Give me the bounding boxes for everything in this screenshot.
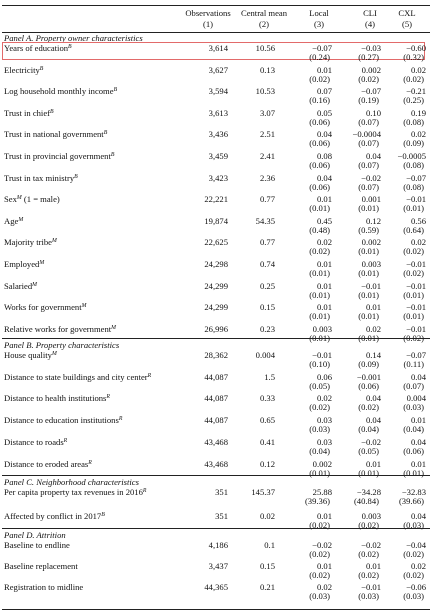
cell-local-se: (0.01): [309, 268, 330, 278]
header-observations: [176, 8, 240, 30]
cell-cli-se: (0.07): [358, 117, 379, 127]
cell-local-coef: 0.01: [316, 302, 332, 312]
cell-observations: 24,299: [204, 302, 228, 312]
row-label-source: B: [50, 109, 54, 115]
cell-cli-se: (0.01): [358, 311, 379, 321]
cell-local-se: (0.01): [309, 333, 330, 343]
cell-observations: 3,436: [208, 129, 228, 139]
row-label-source: B: [101, 512, 105, 518]
row-label-text: Registration to midline: [4, 582, 84, 592]
panel-title: Panel D. Attrition: [4, 530, 66, 540]
cell-cxl-coef: 0.02: [410, 129, 426, 139]
panel-title: Panel B. Property characteristics: [4, 340, 120, 350]
cell-cli-se: (0.03): [358, 591, 379, 601]
row-label-text: Works for government: [4, 302, 82, 312]
cell-local-coef: 0.01: [316, 561, 332, 571]
cell-cxl-se: (0.01): [403, 290, 424, 300]
row-label: [4, 86, 117, 98]
cell-cxl-se: (0.02): [403, 74, 424, 84]
cell-cxl-coef: −0.01: [406, 324, 426, 334]
cell-cxl-coef: −0.0005: [397, 151, 426, 161]
cell-cxl-coef: −0.06: [406, 582, 426, 592]
header-observations-name: Observations: [185, 8, 231, 18]
cell-cxl-se: (0.02): [403, 333, 424, 343]
cell-cli-coef: −0.02: [361, 540, 381, 550]
cell-local-coef: 25.88: [312, 487, 332, 497]
cell-cli-coef: 0.002: [361, 237, 381, 247]
cell-cli-coef: 0.01: [365, 561, 381, 571]
cell-cxl-se: (0.08): [403, 117, 424, 127]
cell-local-coef: 0.03: [316, 415, 332, 425]
cell-local-se: (0.48): [309, 225, 330, 235]
row-label-text: Sex: [4, 194, 17, 204]
row-label-source: M: [16, 195, 22, 201]
cell-local-coef: 0.06: [316, 372, 332, 382]
row-label-text: Distance to eroded areas: [4, 459, 89, 469]
cell-cli-coef: 0.14: [365, 350, 381, 360]
row-label: [4, 437, 67, 449]
cell-cxl-se: (0.09): [403, 138, 424, 148]
cell-cli-coef: −0.07: [361, 86, 381, 96]
cell-central-mean: 10.56: [255, 43, 275, 53]
row-label-source: R: [118, 416, 123, 422]
cell-cli-coef: −34.28: [356, 487, 381, 497]
cell-local-se: (0.02): [309, 549, 330, 559]
cell-cli-se: (0.01): [358, 268, 379, 278]
cell-central-mean: 0.77: [259, 194, 275, 204]
cell-local-coef: 0.07: [316, 86, 332, 96]
row-label-text: Affected by conflict in 2017: [4, 511, 102, 521]
row-label-source: B: [74, 174, 78, 180]
row-label: [4, 415, 122, 427]
cell-local-coef: 0.04: [316, 173, 332, 183]
cell-cli-se: (0.02): [358, 520, 379, 530]
row-label-source: M: [18, 217, 24, 223]
header-cxl-name: CXL: [398, 8, 416, 18]
cell-central-mean: 0.004: [255, 350, 275, 360]
cell-local-coef: 0.02: [316, 582, 332, 592]
row-label: [4, 237, 57, 249]
cell-cxl-coef: −0.04: [406, 540, 426, 550]
cell-central-mean: 0.13: [259, 65, 275, 75]
cell-cxl-se: (0.64): [403, 225, 424, 235]
cell-cli-coef: 0.12: [365, 216, 381, 226]
cell-cli-coef: 0.003: [361, 259, 381, 269]
header-cxl: [384, 8, 430, 30]
cell-cli-coef: −0.02: [361, 437, 381, 447]
header-cxl-num: (5): [401, 19, 413, 29]
cell-cli-se: (0.04): [358, 424, 379, 434]
cell-cxl-coef: −0.01: [406, 194, 426, 204]
cell-local-se: (0.06): [309, 138, 330, 148]
header-central-mean-name: Central mean: [240, 8, 288, 18]
cell-local-se: (0.03): [309, 591, 330, 601]
cell-observations: 4,186: [208, 540, 228, 550]
cell-local-se: (0.01): [309, 311, 330, 321]
cell-cli-coef: −0.01: [361, 582, 381, 592]
cell-cxl-se: (0.04): [403, 424, 424, 434]
cell-cxl-se: (0.01): [403, 311, 424, 321]
cell-cxl-se: (0.01): [403, 468, 424, 478]
cell-local-se: (0.24): [309, 52, 330, 62]
cell-cxl-coef: 0.04: [410, 372, 426, 382]
cell-observations: 44,087: [204, 415, 228, 425]
cell-cli-se: (0.01): [358, 246, 379, 256]
cell-local-coef: 0.02: [316, 237, 332, 247]
cell-local-coef: 0.04: [316, 129, 332, 139]
cell-local-se: (0.02): [309, 74, 330, 84]
cell-central-mean: 145.37: [251, 487, 275, 497]
cell-observations: 3,594: [208, 86, 228, 96]
cell-local-se: (0.05): [309, 381, 330, 391]
cell-observations: 19,874: [204, 216, 228, 226]
cell-cli-coef: −0.02: [361, 173, 381, 183]
cell-cxl-se: (0.08): [403, 182, 424, 192]
cell-central-mean: 3.07: [259, 108, 275, 118]
row-label: [4, 194, 60, 206]
row-label: [4, 108, 54, 120]
cell-cxl-coef: −0.01: [406, 281, 426, 291]
cell-cli-coef: −0.001: [356, 372, 381, 382]
cell-local-se: (0.06): [309, 117, 330, 127]
row-label-source: M: [51, 351, 57, 357]
row-label-text: Distance to state buildings and city center: [4, 372, 148, 382]
row-label-source: M: [51, 238, 57, 244]
panel-rule: [2, 475, 430, 476]
row-label-text: Log household monthly income: [4, 86, 114, 96]
panel-rule: [2, 528, 430, 529]
cell-cxl-coef: 0.004: [406, 393, 426, 403]
top-rule: [2, 5, 430, 6]
cell-cxl-coef: 0.01: [410, 415, 426, 425]
cell-central-mean: 0.12: [259, 459, 275, 469]
cell-cli-se: (0.01): [358, 333, 379, 343]
cell-cxl-coef: 0.19: [410, 108, 426, 118]
cell-cxl-se: (0.01): [403, 203, 424, 213]
cell-observations: 44,087: [204, 372, 228, 382]
cell-local-se: (0.02): [309, 570, 330, 580]
cell-cli-se: (0.59): [358, 225, 379, 235]
header-local-name: Local: [309, 8, 329, 18]
cell-observations: 3,423: [208, 173, 228, 183]
cell-observations: 22,221: [204, 194, 228, 204]
row-label-text: Age: [4, 216, 19, 226]
cell-cxl-se: (0.08): [403, 160, 424, 170]
cell-observations: 24,298: [204, 259, 228, 269]
cell-central-mean: 0.65: [259, 415, 275, 425]
cell-local-se: (0.03): [309, 424, 330, 434]
cell-cli-se: (0.07): [358, 138, 379, 148]
cell-central-mean: 2.41: [259, 151, 275, 161]
cell-local-se: (39.36): [304, 496, 330, 506]
cell-local-se: (0.16): [309, 95, 330, 105]
row-label: [4, 393, 110, 405]
row-label-suffix: (1 = male): [21, 194, 60, 204]
row-label-text: Relative works for government: [4, 324, 112, 334]
cell-observations: 43,468: [204, 437, 228, 447]
row-label-source: R: [88, 460, 92, 466]
cell-central-mean: 0.33: [259, 393, 275, 403]
cell-cli-se: (0.01): [358, 203, 379, 213]
row-label-source: R: [147, 373, 152, 379]
cell-local-coef: 0.45: [316, 216, 332, 226]
cell-cxl-se: (0.03): [403, 402, 424, 412]
cell-cxl-coef: 0.02: [410, 561, 426, 571]
cell-local-coef: 0.08: [316, 151, 332, 161]
cell-local-coef: 0.01: [316, 511, 332, 521]
cell-cli-coef: −0.01: [361, 281, 381, 291]
row-label-source: M: [39, 260, 45, 266]
row-label: [4, 129, 107, 141]
cell-cli-se: (0.02): [358, 570, 379, 580]
cell-cxl-se: (39.66): [398, 496, 424, 506]
row-label-text: House quality: [4, 350, 52, 360]
row-label: [4, 487, 146, 499]
row-label-text: Per capita property tax revenues in 2016: [4, 487, 143, 497]
cell-cli-se: (0.07): [358, 160, 379, 170]
cell-cli-se: (0.02): [358, 74, 379, 84]
row-label-source: B: [39, 66, 44, 72]
cell-local-coef: 0.01: [316, 65, 332, 75]
cell-cxl-coef: −0.01: [406, 259, 426, 269]
row-label: [4, 324, 116, 336]
row-label: [4, 511, 105, 523]
panel-title: Panel C. Neighborhood characteristics: [4, 477, 139, 487]
cell-central-mean: 0.23: [259, 324, 275, 334]
row-label-text: Electricity: [4, 65, 40, 75]
cell-observations: 3,613: [208, 108, 228, 118]
cell-cxl-coef: 0.02: [410, 237, 426, 247]
row-label-text: Baseline to endline: [4, 540, 70, 550]
cell-central-mean: 0.25: [259, 281, 275, 291]
cell-cxl-coef: −32.83: [401, 487, 426, 497]
cell-cxl-se: (0.02): [403, 268, 424, 278]
cell-cli-se: (0.27): [358, 52, 379, 62]
cell-local-coef: 0.003: [312, 324, 332, 334]
cell-central-mean: 0.1: [264, 540, 275, 550]
cell-cli-coef: 0.001: [361, 194, 381, 204]
cell-cli-coef: 0.003: [361, 511, 381, 521]
row-label: [4, 216, 23, 228]
row-label-source: B: [103, 130, 108, 136]
cell-local-coef: 0.01: [316, 259, 332, 269]
cell-cli-se: (0.19): [358, 95, 379, 105]
cell-cli-se: (0.05): [358, 446, 379, 456]
panel-title: Panel A. Property owner characteristics: [4, 33, 143, 43]
row-label-text: Trust in national government: [4, 129, 104, 139]
row-label-source: M: [81, 303, 87, 309]
cell-local-coef: 0.05: [316, 108, 332, 118]
cell-cxl-coef: 0.01: [410, 459, 426, 469]
cell-local-coef: 0.02: [316, 393, 332, 403]
cell-cli-coef: 0.02: [365, 324, 381, 334]
cell-local-coef: 0.01: [316, 194, 332, 204]
header-cli-num: (4): [364, 19, 376, 29]
row-label-source: B: [68, 44, 72, 50]
cell-local-se: (0.02): [309, 402, 330, 412]
cell-cli-se: (0.06): [358, 381, 379, 391]
row-label-text: Employed: [4, 259, 40, 269]
row-label: [4, 173, 78, 185]
cell-observations: 3,437: [208, 561, 228, 571]
row-label-source: R: [142, 488, 147, 494]
row-label: [4, 372, 151, 384]
cell-cli-coef: 0.04: [365, 415, 381, 425]
bottom-rule: [2, 609, 430, 610]
cell-cli-se: (40.84): [353, 496, 379, 506]
cell-cxl-coef: 0.02: [410, 65, 426, 75]
cell-observations: 26,996: [204, 324, 228, 334]
cell-cxl-se: (0.06): [403, 446, 424, 456]
cell-observations: 3,459: [208, 151, 228, 161]
cell-local-coef: 0.002: [312, 459, 332, 469]
cell-local-se: (0.06): [309, 160, 330, 170]
panel-rule: [2, 338, 430, 339]
row-label-source: M: [32, 282, 38, 288]
cell-local-se: (0.01): [309, 203, 330, 213]
cell-cxl-se: (0.03): [403, 591, 424, 601]
cell-cxl-se: (0.02): [403, 549, 424, 559]
cell-local-se: (0.10): [309, 359, 330, 369]
cell-central-mean: 0.41: [259, 437, 275, 447]
cell-observations: 44,365: [204, 582, 228, 592]
cell-observations: 44,087: [204, 393, 228, 403]
cell-cxl-se: (0.25): [403, 95, 424, 105]
cell-cli-se: (0.07): [358, 182, 379, 192]
cell-cxl-se: (0.03): [403, 520, 424, 530]
header-observations-num: (1): [202, 19, 214, 29]
cell-cxl-se: (0.02): [403, 570, 424, 580]
row-label: [4, 582, 83, 592]
cell-local-se: (0.04): [309, 446, 330, 456]
cell-local-se: (0.01): [309, 468, 330, 478]
cell-central-mean: 0.21: [259, 582, 275, 592]
row-label-text: Distance to roads: [4, 437, 64, 447]
cell-observations: 24,299: [204, 281, 228, 291]
header-central-mean: [232, 8, 296, 30]
row-label: [4, 350, 57, 362]
cell-central-mean: 0.15: [259, 561, 275, 571]
cell-cxl-se: (0.11): [403, 359, 424, 369]
cell-cli-se: (0.09): [358, 359, 379, 369]
cell-cxl-coef: −0.21: [406, 86, 426, 96]
cell-central-mean: 10.53: [255, 86, 275, 96]
row-label-source: B: [110, 152, 115, 158]
row-label: [4, 259, 44, 271]
row-label: [4, 65, 43, 77]
cell-cli-coef: −0.0004: [352, 129, 381, 139]
row-label: [4, 43, 72, 55]
row-label: [4, 151, 114, 163]
cell-cxl-coef: −0.07: [406, 173, 426, 183]
row-label: [4, 459, 92, 471]
cell-local-coef: −0.02: [312, 540, 332, 550]
row-label-source: B: [113, 87, 118, 93]
cell-central-mean: 2.36: [259, 173, 275, 183]
header-cli-name: CLI: [363, 8, 377, 18]
row-label-text: Majority tribe: [4, 237, 52, 247]
cell-local-coef: −0.01: [312, 350, 332, 360]
cell-local-se: (0.01): [309, 290, 330, 300]
cell-observations: 3,627: [208, 65, 228, 75]
cell-cli-coef: 0.04: [365, 393, 381, 403]
cell-cxl-coef: −0.01: [406, 302, 426, 312]
cell-cxl-se: (0.07): [403, 381, 424, 391]
cell-cli-se: (0.01): [358, 290, 379, 300]
cell-cli-se: (0.02): [358, 402, 379, 412]
row-label-text: Distance to health institutions: [4, 393, 107, 403]
header-local-num: (3): [313, 19, 325, 29]
row-label-source: M: [111, 325, 116, 331]
cell-observations: 43,468: [204, 459, 228, 469]
cell-observations: 3,614: [208, 43, 228, 53]
cell-cli-coef: 0.04: [365, 151, 381, 161]
cell-cli-se: (0.01): [358, 468, 379, 478]
cell-observations: 351: [215, 487, 228, 497]
row-label-source: R: [106, 394, 110, 400]
row-label-text: Trust in chief: [4, 108, 50, 118]
row-label: [4, 281, 37, 293]
cell-central-mean: 0.74: [259, 259, 275, 269]
header-central-mean-num: (2): [258, 19, 270, 29]
row-label-source: R: [63, 438, 68, 444]
cell-central-mean: 0.15: [259, 302, 275, 312]
cell-cxl-coef: −0.60: [406, 43, 426, 53]
row-label: [4, 561, 78, 571]
row-label-text: Trust in provincial government: [4, 151, 111, 161]
cell-local-coef: 0.03: [316, 437, 332, 447]
row-label-text: Years of education: [4, 43, 69, 53]
cell-cxl-coef: 0.04: [410, 511, 426, 521]
cell-cxl-coef: −0.07: [406, 350, 426, 360]
cell-central-mean: 2.51: [259, 129, 275, 139]
cell-central-mean: 0.77: [259, 237, 275, 247]
cell-observations: 351: [215, 511, 228, 521]
row-label-text: Baseline replacement: [4, 561, 78, 571]
cell-cxl-coef: 0.56: [410, 216, 426, 226]
row-label-text: Distance to education institutions: [4, 415, 119, 425]
row-label: [4, 302, 86, 314]
cell-cxl-se: (0.02): [403, 246, 424, 256]
row-label-text: Trust in tax ministry: [4, 173, 75, 183]
cell-cli-coef: 0.01: [365, 459, 381, 469]
cell-observations: 28,362: [204, 350, 228, 360]
cell-cli-coef: 0.002: [361, 65, 381, 75]
cell-cli-se: (0.02): [358, 549, 379, 559]
cell-local-se: (0.06): [309, 182, 330, 192]
header-local: [296, 8, 342, 30]
cell-cli-coef: 0.10: [365, 108, 381, 118]
cell-local-coef: 0.01: [316, 281, 332, 291]
cell-cxl-coef: 0.04: [410, 437, 426, 447]
cell-local-se: (0.02): [309, 246, 330, 256]
cell-central-mean: 1.5: [264, 372, 275, 382]
cell-local-se: (0.02): [309, 520, 330, 530]
cell-cxl-se: (0.32): [403, 52, 424, 62]
cell-cli-coef: −0.03: [361, 43, 381, 53]
cell-local-coef: −0.07: [312, 43, 332, 53]
cell-central-mean: 54.35: [255, 216, 275, 226]
cell-cli-coef: 0.01: [365, 302, 381, 312]
cell-observations: 22,625: [204, 237, 228, 247]
row-label-text: Salaried: [4, 281, 33, 291]
row-label: [4, 540, 70, 550]
cell-central-mean: 0.02: [259, 511, 275, 521]
